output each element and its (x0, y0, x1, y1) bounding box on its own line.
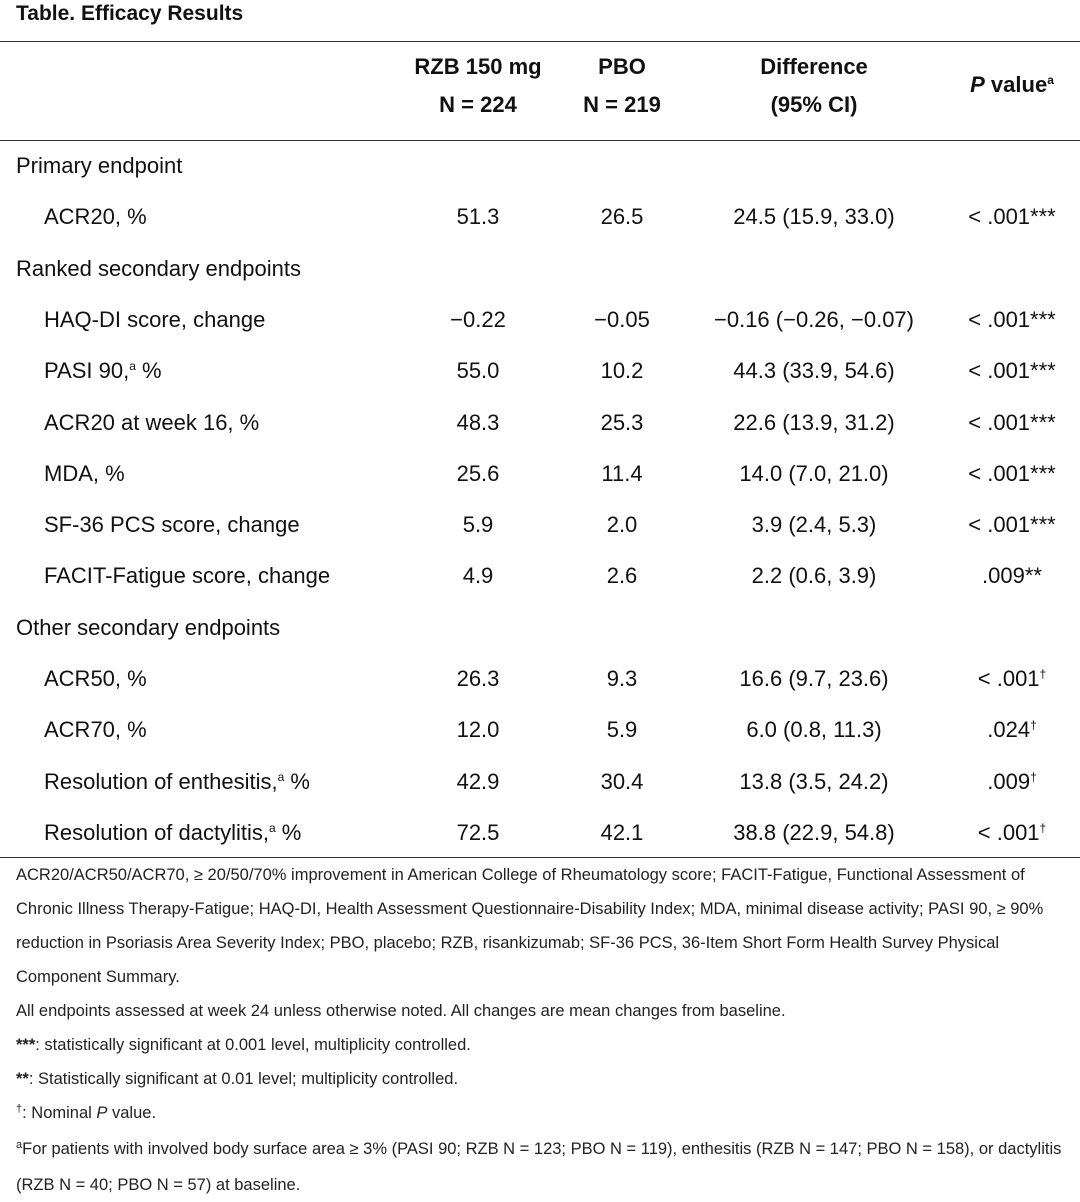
p-value (944, 550, 1080, 601)
difference-value: −0.16 (−0.26, −0.07) (714, 306, 914, 332)
row-label-after: % (284, 768, 310, 794)
p-value-sup: † (1039, 667, 1047, 681)
p-value-text: < .001*** (968, 512, 1056, 538)
table-row (0, 550, 1080, 601)
table-row (0, 499, 1080, 550)
table-row (0, 191, 1080, 242)
rzb-value: 25.6 (456, 460, 500, 486)
footnote-text-triple-star: : statistically significant at 0.001 level, multiplicity controlled. (35, 1036, 471, 1054)
footnote-assessment: All endpoints assessed at week 24 unless otherwise noted. All changes are mean changes from baseline. (16, 1002, 786, 1020)
p-value-text: < .001 (977, 819, 1040, 845)
p-value (944, 448, 1080, 499)
footnote-nominal (16, 1096, 1066, 1132)
p-value-text: < .001*** (968, 409, 1056, 435)
table-row (0, 448, 1080, 499)
rzb-value: 12.0 (456, 717, 500, 743)
footnote-text-a: For patients with involved body surface area ≥ 3% (PASI 90; RZB N = 123; PBO N = 119), enthesitis (RZB N = 147; PBO N = 158), or dactylitis (RZB N = 40; PBO N = 57) at baseline. (16, 1140, 1062, 1194)
row-label-text: HAQ-DI score, change (44, 306, 266, 332)
p-value-text: < .001 (977, 666, 1040, 691)
row-label (44, 756, 310, 807)
difference-value: 24.5 (15.9, 33.0) (733, 204, 895, 230)
row-label-sup: a (129, 359, 136, 374)
rzb-value: 42.9 (456, 768, 500, 794)
row-label-text: PASI 90, (44, 358, 130, 384)
row-label (44, 397, 259, 448)
header-pbo-line2: N = 219 (583, 92, 661, 117)
p-value (944, 704, 1080, 755)
header-p-sup: a (1047, 73, 1054, 87)
footnote-abbreviations: ACR20/ACR50/ACR70, ≥ 20/50/70% improvement in American College of Rheumatology score; FACIT-Fatigue, Functional Assessment of Chronic Illness Therapy-Fatigue; HAQ-DI, Health Assessment Questionnaire-Disability Index; MDA, minimal disease activity; PASI 90, ≥ 90% reduction in Psoriasis Area Severity Index; PBO, placebo; RZB, risankizumab; SF-36 PCS, 36-Item Short Form Health Survey Physical Component Summary. (16, 866, 1044, 986)
rzb-value: 51.3 (456, 204, 500, 230)
rzb-value: 26.3 (456, 666, 500, 691)
table-row (0, 807, 1080, 858)
section-label: Primary endpoint (16, 153, 183, 178)
pbo-value: 30.4 (600, 768, 644, 794)
rzb-value: −0.22 (450, 306, 506, 332)
difference-value: 22.6 (13.9, 31.2) (733, 409, 895, 435)
difference-value: 13.8 (3.5, 24.2) (739, 768, 889, 794)
pbo-value: 9.3 (606, 666, 638, 691)
table-row (0, 294, 1080, 345)
p-value (944, 807, 1080, 858)
section-label: Ranked secondary endpoints (16, 255, 301, 281)
pbo-value: 26.5 (600, 204, 644, 230)
row-label-text: ACR50, % (44, 666, 147, 691)
header-pbo-line1: PBO (598, 54, 646, 79)
header-p-value (944, 66, 1080, 104)
table-row (0, 756, 1080, 807)
pbo-value: 10.2 (600, 358, 644, 384)
row-label-text: FACIT-Fatigue score, change (44, 563, 331, 589)
section-row (0, 243, 1080, 294)
footnote-symbol-double-star: ** (16, 1070, 29, 1088)
row-label (44, 294, 265, 345)
difference-value: 6.0 (0.8, 11.3) (746, 717, 882, 743)
row-label-after: % (275, 819, 302, 845)
footnote-bsa (16, 1132, 1066, 1202)
pbo-value: −0.05 (594, 306, 650, 332)
footnotes (16, 858, 1066, 1202)
rzb-value: 5.9 (462, 512, 494, 538)
footnote-text-dagger: : Nominal (22, 1104, 97, 1122)
header-rzb-line2: N = 224 (439, 92, 517, 117)
pbo-value: 42.1 (600, 819, 644, 845)
table-title: Table. Efficacy Results (16, 2, 244, 25)
row-label-text: MDA, % (44, 460, 125, 486)
footnote-significance-01 (16, 1062, 1066, 1096)
table-row (0, 345, 1080, 396)
table-row (0, 653, 1080, 704)
footnote-text-dagger-after: value. (107, 1104, 157, 1122)
header-difference-line2: (95% CI) (770, 92, 858, 117)
pbo-value: 11.4 (601, 460, 643, 486)
rzb-value: 72.5 (456, 819, 500, 845)
difference-value: 2.2 (0.6, 3.9) (751, 563, 877, 589)
rzb-value: 55.0 (456, 358, 500, 384)
section-row (0, 602, 1080, 653)
header-difference (688, 48, 940, 124)
p-value (944, 653, 1080, 704)
row-label (44, 653, 147, 704)
footnote-symbol-dagger: † (16, 1103, 23, 1115)
p-value-sup: † (1030, 718, 1037, 733)
row-label-after: % (135, 358, 162, 384)
section-row (0, 140, 1080, 191)
difference-value: 16.6 (9.7, 23.6) (739, 666, 889, 691)
section-label: Other secondary endpoints (16, 614, 281, 640)
row-label (44, 807, 301, 858)
p-value-text: .009** (982, 563, 1042, 589)
header-difference-line1: Difference (760, 54, 868, 79)
p-value-sup: † (1039, 820, 1047, 835)
row-label-text: SF-36 PCS score, change (44, 512, 300, 538)
p-value (944, 294, 1080, 345)
row-label (44, 550, 330, 601)
p-value-text: < .001*** (968, 306, 1056, 332)
row-label-text: Resolution of dactylitis, (44, 819, 269, 845)
p-value (944, 191, 1080, 242)
p-value-text: .009 (987, 768, 1031, 794)
difference-value: 3.9 (2.4, 5.3) (751, 512, 877, 538)
row-label (44, 191, 147, 242)
rzb-value: 48.3 (456, 409, 500, 435)
header-rzb (400, 48, 556, 124)
row-label-sup: a (277, 769, 285, 784)
footnote-significance-001 (16, 1028, 1066, 1062)
top-rule (0, 41, 1080, 42)
difference-value: 14.0 (7.0, 21.0) (739, 460, 889, 486)
row-label (44, 345, 162, 396)
row-label-sup: a (269, 820, 276, 835)
header-pbo (560, 48, 684, 124)
row-label-text: ACR70, % (44, 717, 147, 743)
p-value-text: < .001*** (968, 204, 1056, 230)
difference-value: 44.3 (33.9, 54.6) (733, 358, 895, 384)
row-label (44, 448, 125, 499)
pbo-value: 5.9 (606, 717, 638, 743)
row-label (44, 704, 147, 755)
footnote-text-double-star: : Statistically significant at 0.01 level; multiplicity controlled. (28, 1070, 459, 1088)
pbo-value: 25.3 (600, 409, 644, 435)
row-label-text: Resolution of enthesitis, (44, 768, 278, 794)
header-rzb-line1: RZB 150 mg (414, 54, 542, 79)
footnote-text-dagger-italic: P (96, 1104, 108, 1122)
difference-value: 38.8 (22.9, 54.8) (733, 819, 895, 845)
p-value-sup: † (1030, 769, 1037, 784)
row-label-text: ACR20, % (44, 204, 147, 230)
pbo-value: 2.0 (606, 512, 638, 538)
footnote-symbol-a: a (16, 1139, 23, 1151)
p-value (944, 756, 1080, 807)
header-p-italic: P (970, 72, 985, 97)
rzb-value: 4.9 (462, 563, 494, 589)
p-value (944, 397, 1080, 448)
table-row (0, 704, 1080, 755)
footnote-symbol-triple-star: *** (16, 1036, 36, 1054)
header-p-text: value (984, 72, 1048, 97)
p-value-text: < .001*** (968, 460, 1056, 486)
row-label-text: ACR20 at week 16, % (44, 409, 260, 435)
p-value (944, 499, 1080, 550)
pbo-value: 2.6 (606, 563, 638, 589)
p-value-text: .024 (987, 717, 1031, 743)
table-row (0, 397, 1080, 448)
row-label (44, 499, 300, 550)
p-value-text: < .001*** (968, 358, 1056, 384)
p-value (944, 345, 1080, 396)
